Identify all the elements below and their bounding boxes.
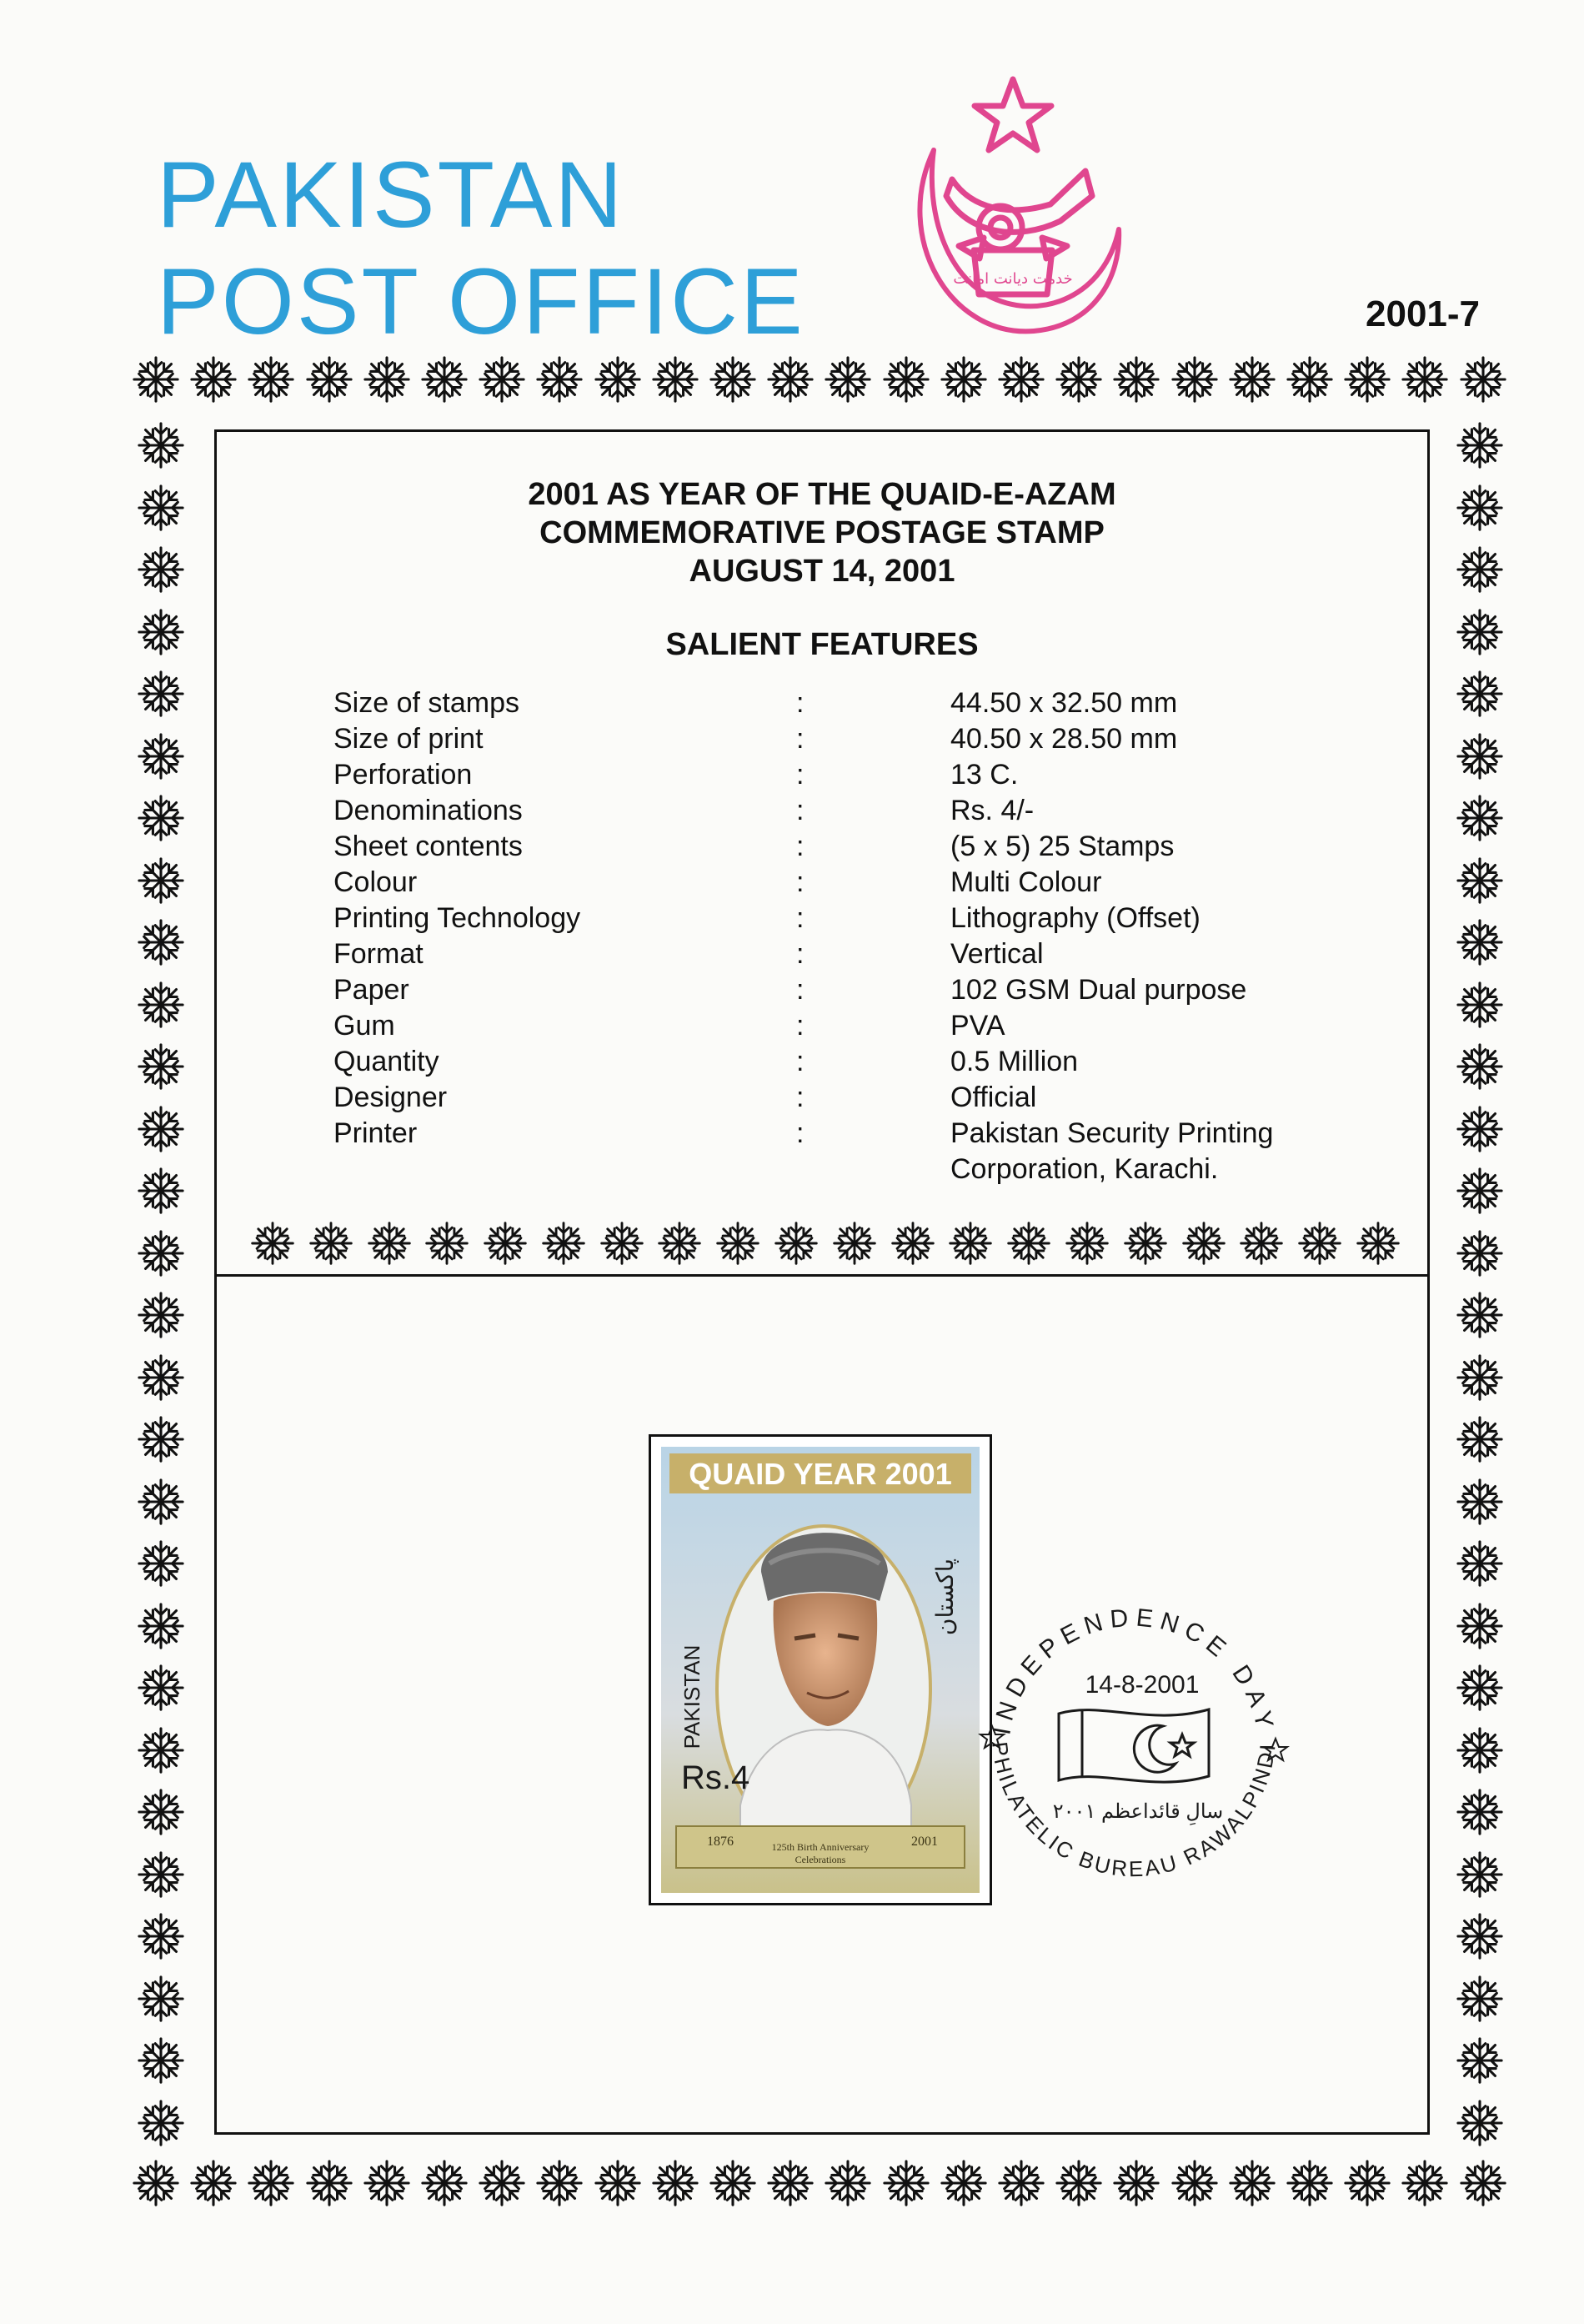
snowflake-icon xyxy=(1343,355,1391,404)
snowflake-icon xyxy=(137,1042,185,1091)
snowflake-icon xyxy=(305,355,353,404)
feature-label: Denominations xyxy=(333,795,523,826)
feature-label: Colour xyxy=(333,866,418,898)
snowflake-icon xyxy=(1343,2159,1391,2207)
feature-label: Printing Technology xyxy=(333,902,581,934)
snowflake-icon xyxy=(1456,1042,1504,1091)
snowflake-icon xyxy=(997,355,1045,404)
snowflake-icon xyxy=(363,2159,411,2207)
snowflake-icon xyxy=(882,2159,930,2207)
postmark-date: 14-8-2001 xyxy=(1085,1671,1200,1699)
snowflake-icon xyxy=(651,2159,699,2207)
snowflake-icon xyxy=(247,2159,295,2207)
snowflake-icon xyxy=(1055,355,1103,404)
snowflake-icon xyxy=(137,1664,185,1712)
snowflake-icon xyxy=(478,355,526,404)
feature-separator: : xyxy=(796,1046,805,1077)
snowflake-icon xyxy=(137,1415,185,1463)
logo-urdu-text: خدمت دیانت امانت xyxy=(953,270,1073,288)
snowflake-icon xyxy=(940,2159,988,2207)
snowflake-icon xyxy=(1456,1353,1504,1402)
snowflake-icon xyxy=(137,545,185,594)
stamp-mount xyxy=(649,1434,992,1905)
snowflake-icon xyxy=(478,2159,526,2207)
snowflake-icon xyxy=(1170,2159,1219,2207)
feature-label: Perforation xyxy=(333,759,473,791)
feature-value: Official xyxy=(950,1082,1037,1113)
snowflake-icon xyxy=(1456,1975,1504,2023)
snowflake-icon xyxy=(1456,1478,1504,1526)
snowflake-icon xyxy=(594,355,642,404)
snowflake-icon xyxy=(137,1478,185,1526)
snowflake-icon xyxy=(137,981,185,1029)
snowflake-icon xyxy=(363,355,411,404)
issue-title-line2: COMMEMORATIVE POSTAGE STAMP xyxy=(539,515,1105,550)
feature-row xyxy=(333,1080,1334,1116)
snowflake-icon xyxy=(1456,1291,1504,1339)
border-bottom-row xyxy=(132,2154,1507,2212)
brand-title xyxy=(157,142,805,355)
snowflake-icon xyxy=(766,355,815,404)
snowflake-icon xyxy=(1456,1788,1504,1836)
snowflake-icon xyxy=(1112,355,1160,404)
snowflake-icon xyxy=(997,2159,1045,2207)
border-right-column xyxy=(1451,421,1509,2147)
snowflake-icon xyxy=(137,856,185,905)
feature-label: Designer xyxy=(333,1082,448,1113)
snowflake-icon xyxy=(1459,355,1507,404)
feature-separator: : xyxy=(796,795,805,826)
feature-value: PVA xyxy=(950,1010,1005,1042)
feature-value: Vertical xyxy=(950,938,1044,970)
snowflake-icon xyxy=(1456,1415,1504,1463)
snowflake-icon xyxy=(137,1912,185,1960)
snowflake-icon xyxy=(1228,2159,1276,2207)
feature-label: Quantity xyxy=(333,1046,439,1077)
snowflake-icon xyxy=(1456,918,1504,966)
features-table xyxy=(333,685,1334,1187)
snowflake-icon xyxy=(1456,1229,1504,1277)
feature-row xyxy=(333,721,1334,757)
snowflake-icon xyxy=(1456,2099,1504,2147)
feature-row xyxy=(333,901,1334,936)
snowflake-icon xyxy=(137,1726,185,1774)
snowflake-icon xyxy=(137,1167,185,1215)
snowflake-icon xyxy=(882,355,930,404)
snowflake-icon xyxy=(1170,355,1219,404)
snowflake-icon xyxy=(137,1539,185,1588)
post-horn-emblem-icon xyxy=(900,71,1125,354)
feature-row xyxy=(333,685,1334,721)
stamp-value: Rs.4 xyxy=(681,1759,750,1796)
feature-row xyxy=(333,757,1334,793)
snowflake-icon xyxy=(137,732,185,781)
feature-value: 13 C. xyxy=(950,759,1019,791)
stamp-ribbon-line1: 125th Birth Anniversary xyxy=(771,1841,870,1853)
feature-separator: : xyxy=(796,902,805,934)
feature-separator: : xyxy=(796,1117,805,1149)
border-left-column xyxy=(132,421,190,2147)
feature-value: 102 GSM Dual purpose xyxy=(950,974,1247,1006)
snowflake-icon xyxy=(137,1353,185,1402)
snowflake-icon xyxy=(420,355,469,404)
snowflake-icon xyxy=(247,355,295,404)
stamp-urdu-country: پاکستان xyxy=(931,1558,959,1636)
feature-row xyxy=(333,972,1334,1008)
feature-separator: : xyxy=(796,866,805,898)
stamp-country-text: PAKISTAN xyxy=(679,1644,704,1749)
snowflake-icon xyxy=(420,2159,469,2207)
snowflake-icon xyxy=(1456,1167,1504,1215)
snowflake-icon xyxy=(1401,2159,1449,2207)
snowflake-icon xyxy=(1456,1539,1504,1588)
postmark-bottom-arc: PHILATELIC BUREAU RAWALPINDI xyxy=(987,1740,1281,1882)
feature-separator: : xyxy=(796,974,805,1006)
snowflake-icon xyxy=(137,1229,185,1277)
snowflake-icon xyxy=(766,2159,815,2207)
snowflake-icon xyxy=(137,1602,185,1650)
independence-day-postmark xyxy=(959,1568,1309,1918)
snowflake-icon xyxy=(1456,1105,1504,1153)
feature-separator: : xyxy=(796,759,805,791)
feature-label: Gum xyxy=(333,1010,395,1042)
feature-separator: : xyxy=(796,938,805,970)
snowflake-icon xyxy=(189,355,238,404)
snowflake-icon xyxy=(1456,2036,1504,2085)
feature-separator: : xyxy=(796,1082,805,1113)
flag-icon xyxy=(1059,1709,1209,1782)
snowflake-icon xyxy=(594,2159,642,2207)
brand-title-line1: PAKISTAN xyxy=(157,143,625,247)
snowflake-icon xyxy=(137,608,185,656)
snowflake-icon xyxy=(1286,355,1334,404)
snowflake-icon xyxy=(1456,1602,1504,1650)
snowflake-icon xyxy=(535,355,584,404)
snowflake-icon xyxy=(1456,856,1504,905)
feature-separator: : xyxy=(796,687,805,719)
feature-separator: : xyxy=(796,1010,805,1042)
snowflake-icon xyxy=(137,1975,185,2023)
feature-value: Lithography (Offset) xyxy=(950,902,1201,934)
snowflake-icon xyxy=(1456,981,1504,1029)
snowflake-icon xyxy=(132,355,180,404)
feature-row xyxy=(333,1044,1334,1080)
snowflake-icon xyxy=(824,355,872,404)
stamp-year-right: 2001 xyxy=(911,1835,938,1849)
snowflake-icon xyxy=(1456,608,1504,656)
postmark-top-arc: INDEPENDENCE DAY xyxy=(988,1604,1280,1738)
snowflake-icon xyxy=(1456,1912,1504,1960)
snowflake-icon xyxy=(1456,1850,1504,1899)
stamp-year-left: 1876 xyxy=(707,1835,734,1849)
snowflake-icon xyxy=(137,484,185,532)
snowflake-icon xyxy=(709,2159,757,2207)
snowflake-icon xyxy=(137,670,185,718)
features-heading: SALIENT FEATURES xyxy=(665,627,979,662)
frame-divider xyxy=(214,1274,1430,1277)
snowflake-icon xyxy=(137,794,185,842)
feature-separator: : xyxy=(796,723,805,755)
feature-label: Printer xyxy=(333,1117,418,1149)
snowflake-icon xyxy=(1459,2159,1507,2207)
snowflake-icon xyxy=(137,1788,185,1836)
snowflake-icon xyxy=(1456,732,1504,781)
issue-title xyxy=(214,475,1430,590)
feature-value: 44.50 x 32.50 mm xyxy=(950,687,1178,719)
snowflake-icon xyxy=(1456,1664,1504,1712)
snowflake-icon xyxy=(1456,794,1504,842)
snowflake-icon xyxy=(137,2099,185,2147)
snowflake-icon xyxy=(1456,545,1504,594)
feature-value: (5 x 5) 25 Stamps xyxy=(950,831,1175,862)
snowflake-icon xyxy=(709,355,757,404)
feature-row xyxy=(333,1008,1334,1044)
snowflake-icon xyxy=(137,1105,185,1153)
brand-title-line2: POST OFFICE xyxy=(157,249,805,354)
snowflake-icon xyxy=(137,421,185,469)
feature-label: Paper xyxy=(333,974,409,1006)
snowflake-icon xyxy=(1228,355,1276,404)
snowflake-icon xyxy=(1456,484,1504,532)
snowflake-icon xyxy=(1456,1726,1504,1774)
snowflake-icon xyxy=(1401,355,1449,404)
issue-title-line3: AUGUST 14, 2001 xyxy=(689,554,955,589)
feature-value: Multi Colour xyxy=(950,866,1102,898)
feature-row xyxy=(333,936,1334,972)
feature-row xyxy=(333,1116,1334,1187)
snowflake-icon xyxy=(1286,2159,1334,2207)
feature-separator: : xyxy=(796,831,805,862)
snowflake-icon xyxy=(940,355,988,404)
snowflake-icon xyxy=(1055,2159,1103,2207)
feature-row xyxy=(333,829,1334,865)
snowflake-icon xyxy=(1112,2159,1160,2207)
feature-label: Sheet contents xyxy=(333,831,523,862)
quaid-year-stamp xyxy=(661,1447,980,1893)
snowflake-icon xyxy=(824,2159,872,2207)
postmark-urdu-line: سالِ قائداعظم ۲۰۰۱ xyxy=(1052,1800,1224,1823)
border-top-row xyxy=(132,350,1507,409)
snowflake-icon xyxy=(137,2036,185,2085)
feature-value: Rs. 4/- xyxy=(950,795,1035,826)
issue-number: 2001-7 xyxy=(1366,294,1481,334)
issue-title-line1: 2001 AS YEAR OF THE QUAID-E-AZAM xyxy=(528,477,1116,512)
snowflake-icon xyxy=(1456,670,1504,718)
snowflake-icon xyxy=(651,355,699,404)
snowflake-icon xyxy=(305,2159,353,2207)
feature-label: Size of stamps xyxy=(333,687,519,719)
feature-label: Size of print xyxy=(333,723,484,755)
feature-value: 40.50 x 28.50 mm xyxy=(950,723,1178,755)
feature-label: Format xyxy=(333,938,424,970)
stamp-ribbon-line2: Celebrations xyxy=(795,1854,846,1865)
snowflake-icon xyxy=(132,2159,180,2207)
snowflake-icon xyxy=(535,2159,584,2207)
snowflake-icon xyxy=(189,2159,238,2207)
snowflake-icon xyxy=(137,1291,185,1339)
snowflake-icon xyxy=(137,918,185,966)
feature-value: Pakistan Security Printing Corporation, Karachi. xyxy=(950,1117,1274,1185)
snowflake-icon xyxy=(137,1850,185,1899)
snowflake-icon xyxy=(1456,421,1504,469)
feature-row xyxy=(333,793,1334,829)
stamp-banner-text: QUAID YEAR 2001 xyxy=(689,1457,952,1491)
feature-row xyxy=(333,865,1334,901)
feature-value: 0.5 Million xyxy=(950,1046,1079,1077)
